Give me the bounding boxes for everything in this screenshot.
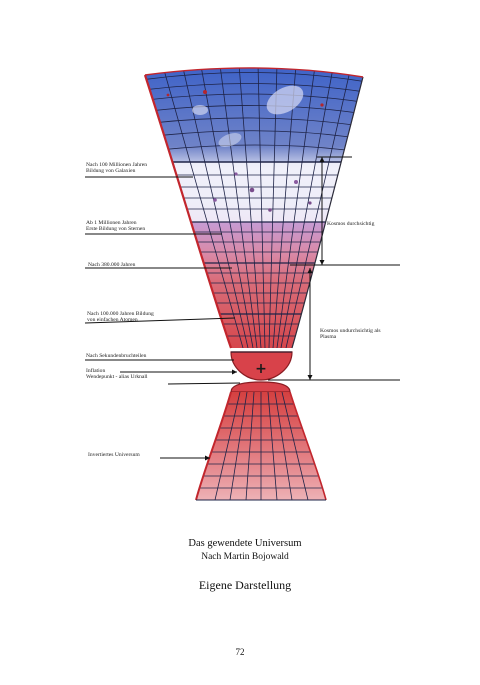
label-380000-years-line-1: Nach 380.000 Jahren [88, 262, 136, 268]
caption-title: Das gewendete Universum [188, 538, 302, 549]
label-stars-line-1: Ab 1 Millionen Jahren [86, 220, 137, 226]
label-380000-years [88, 262, 135, 268]
page-number: 72 [235, 647, 245, 657]
label-cosmos-transparent: Kosmos durchsichtig [327, 221, 375, 227]
label-inflation [86, 368, 148, 381]
label-fractions-of-second [86, 353, 146, 359]
label-atoms-line-1: Nach 100.000 Jahren Bildung [87, 311, 154, 317]
label-cosmos-plasma: Kosmos undurchsichtig als Plasma [320, 328, 381, 341]
label-atoms [87, 311, 154, 324]
label-stars [86, 220, 145, 233]
label-atoms-line-2: von einfachen Atomen [87, 317, 138, 324]
label-inflation-line-2: Wendepunkt - alias Urknall [86, 374, 148, 381]
label-inverted-universe [88, 452, 140, 458]
caption-subtitle: Nach Martin Bojowald [201, 552, 289, 562]
label-fractions-line-1: Nach Sekundenbruchteilen [86, 353, 147, 359]
label-galaxies-line-2: Bildung von Galaxien [86, 168, 136, 175]
label-galaxies-line-1: Nach 100 Millionen Jahren [86, 162, 148, 168]
plus-symbol: + [255, 361, 267, 377]
label-stars-line-2: Erste Bildung von Sternen [86, 226, 146, 233]
label-inverted-line-1: Invertiertes Universum [88, 452, 140, 458]
label-galaxies [86, 162, 147, 175]
label-inflation-line-1: Inflation [86, 368, 106, 374]
caption-note: Eigene Darstellung [198, 578, 292, 592]
